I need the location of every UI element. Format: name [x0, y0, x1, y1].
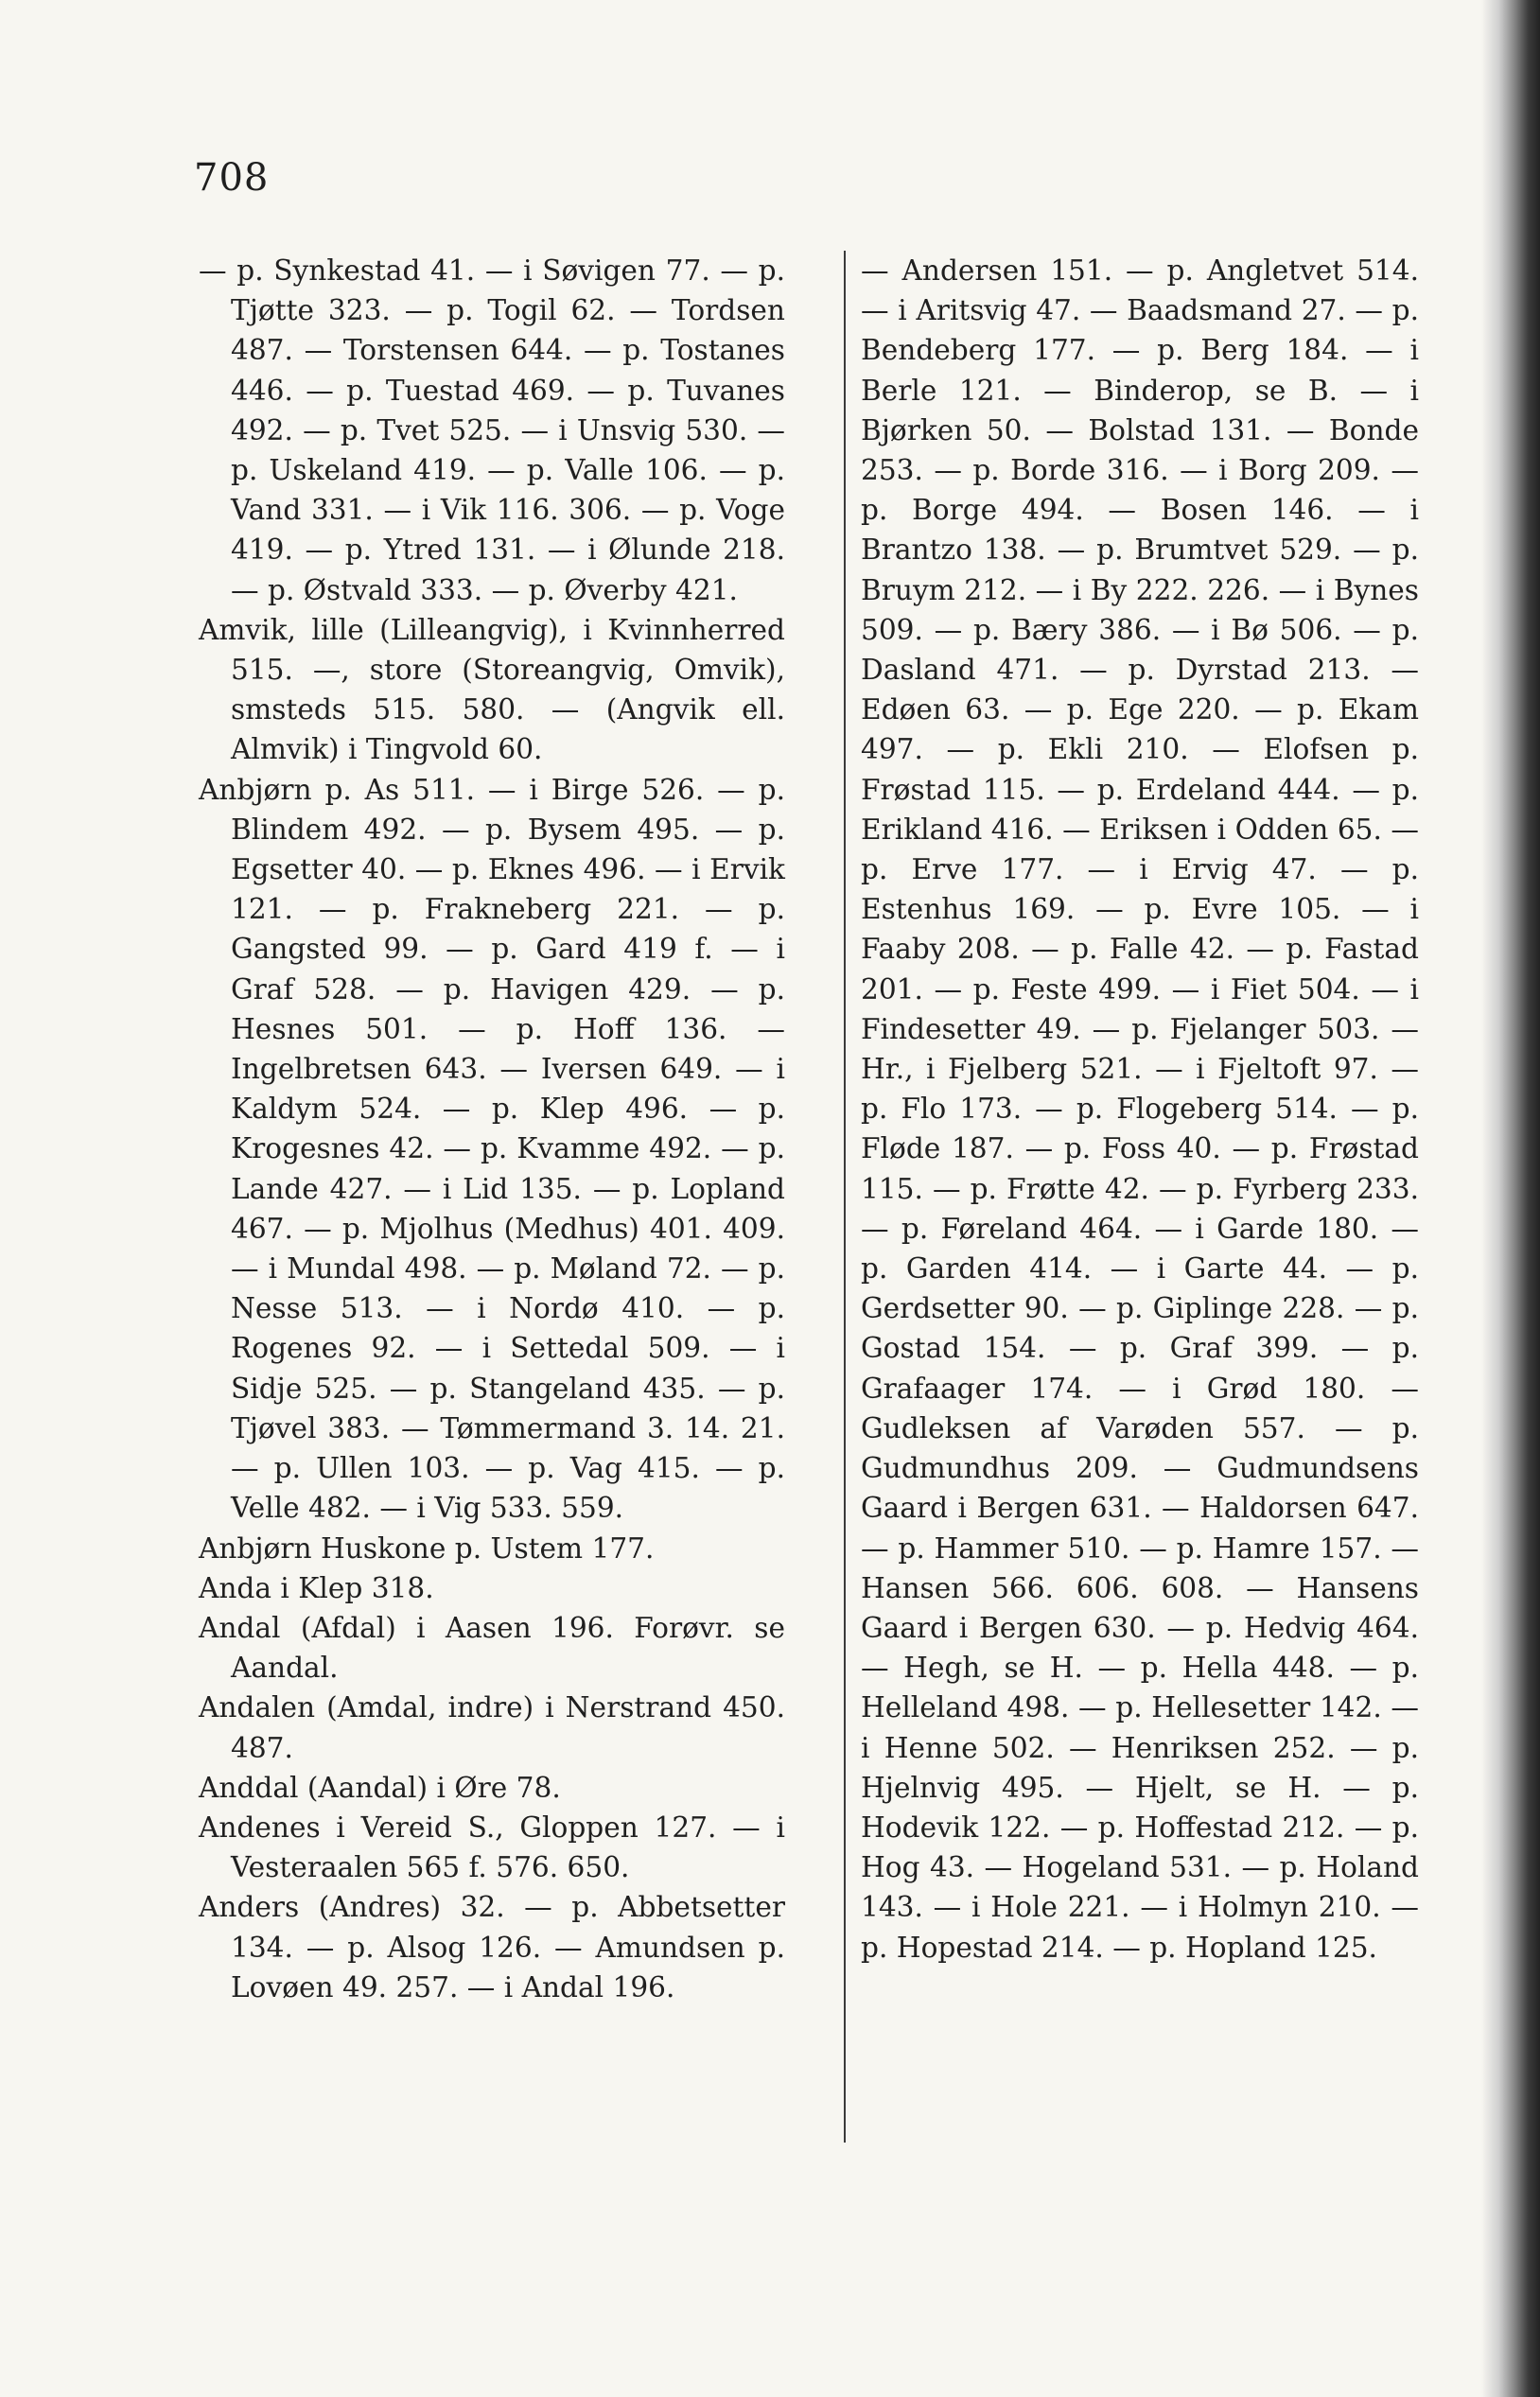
- page-number: 708: [194, 156, 270, 200]
- book-binding-shadow: [1481, 0, 1540, 2397]
- index-entry: Anders (Andres) 32. — p. Abbetsetter 134. — p. Alsog 126. — Amundsen p. Lovøen 49. 257. — i Andal 196.: [199, 1891, 785, 2003]
- index-entry: Anbjørn p. As 511. — i Birge 526. — p. Blindem 492. — p. Bysem 495. — p. Egsetter 40. — p. Eknes 496. — i Ervik 121. — p. Frakneberg 221. — p. Gangsted 99. — p. Gard 419 f. — i Graf 528. — p. Havigen 429. — p. Hesnes 501. — p. Hoff 136. — Ingelbretsen 643. — Iversen 649. — i Kaldym 524. — p. Klep 496. — p. Krogesnes 42. — p. Kvamme 492. — p. Lande 427. — i Lid 135. — p. Lopland 467. — p. Mjolhus (Medhus) 401. 409. — i Mundal 498. — p. Møland 72. — p. Nesse 513. — i Nordø 410. — p. Rogenes 92. — i Settedal 509. — i Sidje 525. — p. Stangeland 435. — p. Tjøvel 383. — Tømmermand 3. 14. 21. — p. Ullen 103. — p. Vag 415. — p. Velle 482. — i Vig 533. 559.: [199, 773, 785, 1525]
- left-column: [199, 251, 785, 2007]
- index-entry: — Andersen 151. — p. Angletvet 514. — i Aritsvig 47. — Baadsmand 27. — p. Bendeberg 177. — p. Berg 184. — i Berle 121. — Binderop, se B. — i Bjørken 50. — Bolstad 131. — Bonde 253. — p. Borde 316. — i Borg 209. — p. Borge 494. — Bosen 146. — i Brantzo 138. — p. Brumtvet 529. — p. Bruym 212. — i By 222. 226. — i Bynes 509. — p. Bæry 386. — i Bø 506. — p. Dasland 471. — p. Dyrstad 213. — Edøen 63. — p. Ege 220. — p. Ekam 497. — p. Ekli 210. — Elofsen p. Frøstad 115. — p. Erdeland 444. — p. Erikland 416. — Eriksen i Odden 65. — p. Erve 177. — i Ervig 47. — p. Estenhus 169. — p. Evre 105. — i Faaby 208. — p. Falle 42. — p. Fastad 201. — p. Feste 499. — i Fiet 504. — i Findesetter 49. — p. Fjelanger 503. — Hr., i Fjelberg 521. — i Fjeltoft 97. — p. Flo 173. — p. Flogeberg 514. — p. Fløde 187. — p. Foss 40. — p. Frøstad 115. — p. Frøtte 42. — p. Fyrberg 233. — p. Føreland 464. — i Garde 180. — p. Garden 414. — i Garte 44. — p. Gerdsetter 90. — p. Giplinge 228. — p. Gostad 154. — p. Graf 399. — p. Grafaager 174. — i Grød 180. — Gudleksen af Varøden 557. — p. Gudmundhus 209. — Gudmundsens Gaard i Bergen 631. — Haldorsen 647. — p. Hammer 510. — p. Hamre 157. — Hansen 566. 606. 608. — Hansens Gaard i Bergen 630. — p. Hedvig 464. — Hegh, se H. — p. Hella 448. — p. Helleland 498. — p. Hellesetter 142. — i Henne 502. — Henriksen 252. — p. Hjelnvig 495. — Hjelt, se H. — p. Hodevik 122. — p. Hoffestad 212. — p. Hog 43. — Hogeland 531. — p. Holand 143. — i Hole 221. — i Holmyn 210. — p. Hopestad 214. — p. Hopland 125.: [861, 254, 1419, 1964]
- index-entry: — p. Synkestad 41. — i Søvigen 77. — p. Tjøtte 323. — p. Togil 62. — Tordsen 487. — Torstensen 644. — p. Tostanes 446. — p. Tuestad 469. — p. Tuvanes 492. — p. Tvet 525. — i Unsvig 530. — p. Uskeland 419. — p. Valle 106. — p. Vand 331. — i Vik 116. 306. — p. Voge 419. — p. Ytred 131. — i Ølunde 218. — p. Østvald 333. — p. Øverby 421.: [199, 254, 785, 606]
- column-divider: [844, 251, 846, 2143]
- index-entry: Anda i Klep 318.: [199, 1571, 434, 1604]
- index-entry: Anbjørn Huskone p. Ustem 177.: [199, 1531, 655, 1565]
- index-entry: Andal (Afdal) i Aasen 196. Forøvr. se Aandal.: [199, 1611, 785, 1685]
- index-entry: Andenes i Vereid S., Gloppen 127. — i Vesteraalen 565 f. 576. 650.: [199, 1811, 785, 1884]
- index-entry: Andalen (Amdal, indre) i Nerstrand 450. 487.: [199, 1691, 785, 1764]
- index-entry: Anddal (Aandal) i Øre 78.: [199, 1771, 561, 1804]
- index-entry: Amvik, lille (Lilleangvig), i Kvinnherred 515. —, store (Storeangvig, Omvik), smsteds 515. 580. — (Angvik ell. Almvik) i Tingvold 60.: [199, 613, 785, 766]
- right-column: [861, 251, 1419, 1968]
